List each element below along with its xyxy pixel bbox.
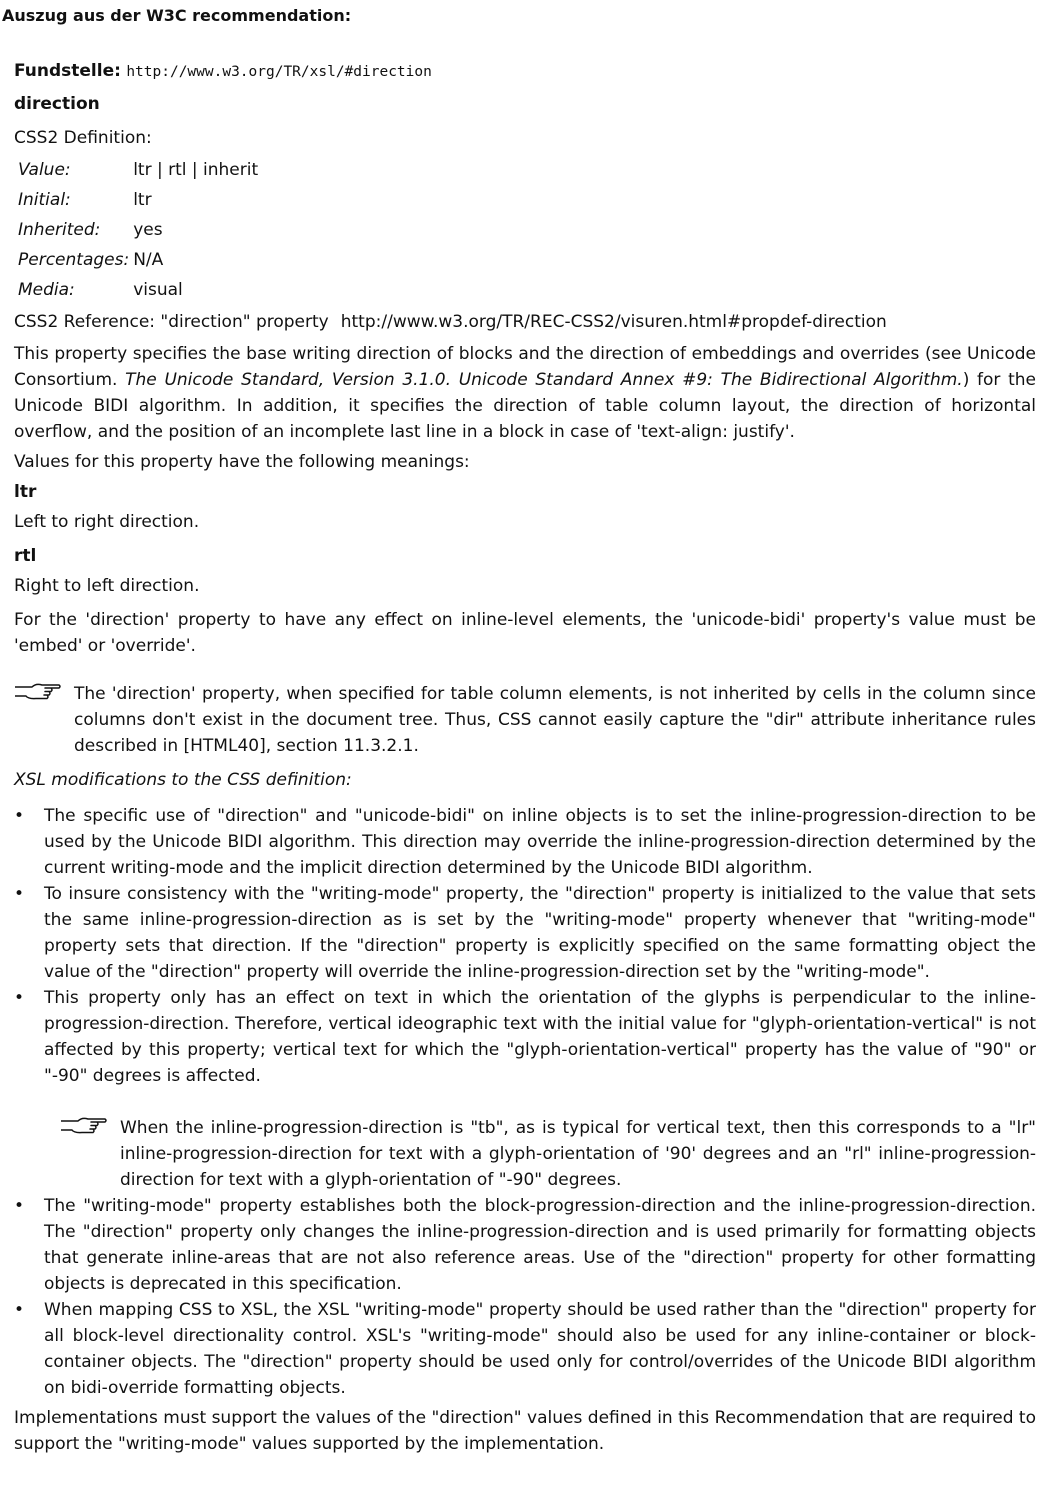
xsl-modifications-title: XSL modifications to the CSS definition: xyxy=(14,770,352,790)
value-meaning-rtl: Right to left direction. xyxy=(14,576,200,596)
css2-reference-url[interactable]: http://www.w3.org/TR/REC-CSS2/visuren.html#propdef-direction xyxy=(340,312,887,332)
definition-row xyxy=(14,247,258,277)
list-item-text: This property only has an effect on text in which the orientation of the glyphs is perpendicular to the inline-progression-direction. Therefore, vertical ideographic text with the initial value for "glyph-orientation-vertical" is not affected by this property; vertical text for which the "glyph-orientation-vertical" property has the value of "90" or "-90" degrees is affected. xyxy=(44,988,1036,1086)
css2-reference-line xyxy=(14,309,1036,335)
bullet-icon: • xyxy=(14,884,25,904)
definition-row xyxy=(14,217,258,247)
definition-row xyxy=(14,187,258,217)
description-paragraph xyxy=(14,341,1036,445)
list-item-text: The "writing-mode" property establishes both the block-progression-direction and the inline-progression-direction. The "direction" property only changes the inline-progression-direction and is used primarily for formatting objects that generate inline-areas that are not also reference areas. Use of the "direction" property for other formatting objects is deprecated in this specification. xyxy=(44,1196,1036,1294)
values-intro: Values for this property have the following meanings: xyxy=(14,452,470,472)
definition-value: visual xyxy=(133,280,183,300)
css2-reference-label: CSS2 Reference: "direction" property xyxy=(14,312,329,332)
value-term-rtl: rtl xyxy=(14,546,37,566)
note-table-column xyxy=(14,681,1036,759)
source-line xyxy=(14,58,1036,85)
note-table-column-text: The 'direction' property, when specified for table column elements, is not inherited by cells in the column since columns don't exist in the document tree. Thus, CSS cannot easily capture the "dir" attribute inheritance rules described in [HTML40], section 11.3.2.1. xyxy=(74,684,1036,756)
value-term-ltr: ltr xyxy=(14,482,37,502)
definition-key: Initial: xyxy=(18,190,71,210)
list-item xyxy=(0,881,1036,985)
definition-value: ltr xyxy=(133,190,152,210)
definition-row xyxy=(14,157,258,187)
list-item-text: To insure consistency with the "writing-mode" property, the "direction" property is initialized to the value that sets the same inline-progression-direction as is set by the "writing-mode" property whenever that "writing-mode" property sets that direction. If the "direction" property is explicitly specified on the same formatting object the value of the "direction" property will override the inline-progression-direction set by the "writing-mode". xyxy=(44,884,1036,982)
definition-key: Value: xyxy=(18,160,71,180)
document-heading: Auszug aus der W3C recommendation: xyxy=(2,6,352,25)
bullet-icon: • xyxy=(14,1300,25,1320)
unicode-standard-citation: The Unicode Standard, Version 3.1.0. Unicode Standard Annex #9: The Bidirectional Algorithm. xyxy=(125,370,963,390)
list-item-text: The specific use of "direction" and "unicode-bidi" on inline objects is to set the inline-progression-direction to be used by the Unicode BIDI algorithm. This direction may override the inline-progression-direction determined by the current writing-mode and the implicit direction determined by the Unicode BIDI algorithm. xyxy=(44,806,1036,878)
description-text-1: This property specifies the base writing direction of blocks and the direction of embeddings and overrides (see Unicode Consortium. xyxy=(14,344,1036,390)
list-item xyxy=(0,1297,1036,1401)
inline-effect-paragraph: For the 'direction' property to have any effect on inline-level elements, the 'unicode-bidi' property's value must be 'embed' or 'override'. xyxy=(14,610,1036,656)
description-text-2: ) for the Unicode BIDI algorithm. In addition, it specifies the direction of table column layout, the direction of horizontal overflow, and the position of an incomplete last line in a block in case of 'text-align: justify'. xyxy=(14,370,1036,442)
definition-value: N/A xyxy=(133,250,164,270)
definition-row xyxy=(14,277,258,307)
note-vertical-text xyxy=(0,1115,1036,1193)
pointing-hand-icon xyxy=(60,1115,108,1137)
list-item-text: When mapping CSS to XSL, the XSL "writing-mode" property should be used rather than the "direction" property for all block-level directionality control. XSL's "writing-mode" should also be used for any inline-container or block-container objects. The "direction" property should be used only for control/overrides of the Unicode BIDI algorithm on bidi-override formatting objects. xyxy=(44,1300,1036,1398)
pointing-hand-icon xyxy=(14,681,62,703)
document-content xyxy=(14,58,1036,1457)
xsl-modifications-list xyxy=(0,803,1036,1089)
bullet-icon: • xyxy=(14,988,25,1008)
list-item xyxy=(0,985,1036,1089)
property-name: direction xyxy=(14,94,100,114)
value-meaning-ltr: Left to right direction. xyxy=(14,512,200,532)
css2-definition-table xyxy=(14,157,258,307)
note-vertical-text-body: When the inline-progression-direction is "tb", as is typical for vertical text, then this corresponds to a "lr" inline-progression-direction for text with a glyph-orientation of '90' degrees and an "rl" inline-progression-direction for text with a glyph-orientation of "-90" degrees. xyxy=(120,1118,1036,1190)
implementations-paragraph: Implementations must support the values of the "direction" values defined in this Recommendation that are required to support the "writing-mode" values supported by the implementation. xyxy=(14,1408,1036,1454)
definition-key: Media: xyxy=(18,280,75,300)
list-item xyxy=(0,803,1036,881)
bullet-icon: • xyxy=(14,1196,25,1216)
definition-key: Percentages: xyxy=(18,250,130,270)
css2-definition-label: CSS2 Definition: xyxy=(14,128,152,148)
definition-value: ltr | rtl | inherit xyxy=(133,160,259,180)
bullet-icon: • xyxy=(14,806,25,826)
definition-key: Inherited: xyxy=(18,220,101,240)
definition-value: yes xyxy=(133,220,163,240)
source-label: Fundstelle: xyxy=(14,61,121,81)
source-url[interactable]: http://www.w3.org/TR/xsl/#direction xyxy=(126,64,432,80)
list-item xyxy=(0,1193,1036,1297)
xsl-modifications-list-continued xyxy=(0,1193,1036,1401)
